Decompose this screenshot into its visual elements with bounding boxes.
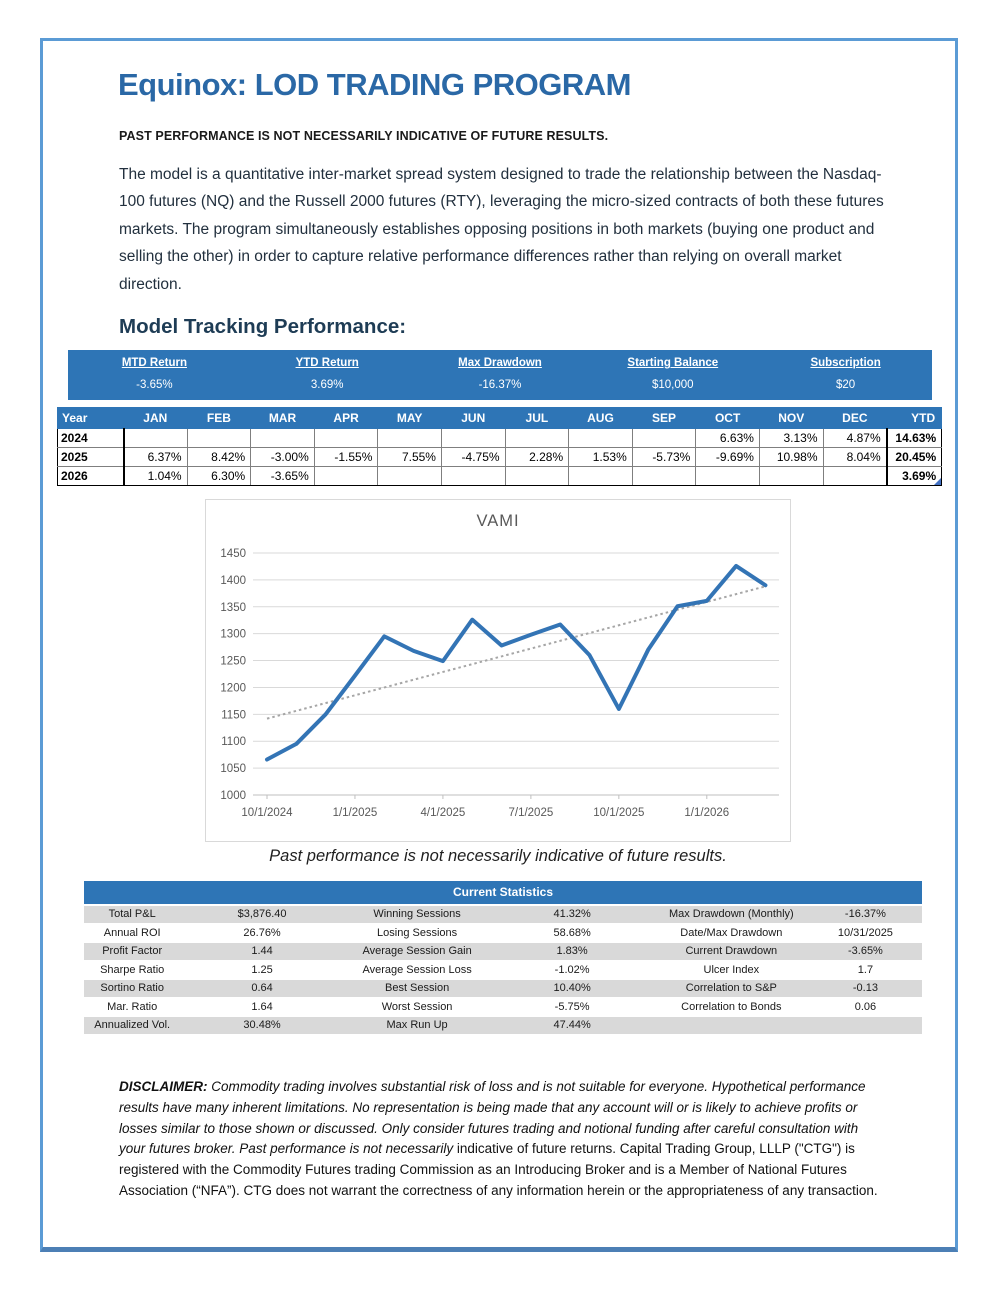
vami-chart-svg — [206, 500, 790, 841]
vami-chart — [205, 499, 791, 842]
year-cell: 2026 — [58, 467, 124, 486]
stats-row — [84, 962, 922, 981]
month-header-cell: FEB — [187, 408, 251, 429]
y-axis-label: 1450 — [220, 548, 246, 560]
year-cell: 2024 — [58, 429, 124, 448]
month-value-cell: 10.98% — [759, 448, 823, 467]
stats-label-cell: Date/Max Drawdown — [654, 925, 809, 944]
summary-value: $20 — [835, 379, 856, 391]
month-value-cell — [505, 429, 569, 448]
summary-column — [241, 357, 414, 391]
month-value-cell — [505, 467, 569, 486]
month-value-cell: -4.75% — [441, 448, 505, 467]
x-axis-label: 1/1/2025 — [332, 807, 378, 819]
stats-label-cell: Losing Sessions — [344, 925, 491, 944]
ytd-value-cell: 3.69% — [887, 467, 942, 486]
stats-row — [84, 906, 922, 925]
monthly-returns-table — [57, 407, 941, 486]
stats-label-cell: Average Session Loss — [344, 962, 491, 981]
monthly-row — [58, 448, 942, 467]
month-header-cell: AUG — [569, 408, 633, 429]
month-header-cell: NOV — [759, 408, 823, 429]
stats-value-cell: $3,876.40 — [180, 906, 343, 925]
trend-line — [267, 586, 765, 718]
x-axis-label: 7/1/2025 — [508, 807, 554, 819]
x-axis-label: 1/1/2026 — [684, 807, 730, 819]
y-axis-label: 1000 — [220, 790, 246, 802]
stats-value-cell: 1.83% — [490, 943, 653, 962]
stats-label-cell: Annual ROI — [84, 925, 180, 944]
y-axis-label: 1100 — [221, 736, 246, 749]
disclaimer — [119, 1077, 879, 1202]
chart-caption: Past performance is not necessarily indicative of future results. — [269, 847, 727, 865]
program-description: The model is a quantitative inter-market spread system designed to trade the relationship between the Nasdaq-100 futures (NQ) and the Russell 2000 futures (RTY), leveraging the micro-sized contracts of both these futures markets. The program simultaneously establishes opposing positions in both markets (buying one product and selling the other) in order to capture relative performance differences rather than relying on overall market direction. — [119, 166, 884, 293]
stats-label-cell: Best Session — [344, 980, 491, 999]
page-border — [40, 38, 958, 1252]
chart-title: VAMI — [476, 512, 520, 530]
month-value-cell — [441, 429, 505, 448]
stats-value-cell: -0.13 — [809, 980, 922, 999]
stats-value-cell: -1.02% — [490, 962, 653, 981]
month-value-cell: -3.65% — [251, 467, 315, 486]
stats-value-cell: 1.44 — [180, 943, 343, 962]
stats-value-cell: 1.64 — [180, 999, 343, 1018]
summary-label: Max Drawdown — [458, 357, 542, 369]
month-value-cell — [441, 467, 505, 486]
month-value-cell — [124, 429, 188, 448]
month-value-cell — [632, 467, 696, 486]
x-axis-label: 4/1/2025 — [420, 807, 466, 819]
summary-column — [586, 357, 759, 391]
stats-row — [84, 943, 922, 962]
month-value-cell: 1.04% — [124, 467, 188, 486]
month-value-cell: 6.63% — [696, 429, 760, 448]
summary-value: -3.65% — [136, 379, 173, 391]
y-axis-label: 1250 — [220, 655, 246, 668]
month-header-cell: MAY — [378, 408, 442, 429]
stats-value-cell: 47.44% — [490, 1017, 653, 1036]
month-value-cell: -5.73% — [632, 448, 696, 467]
stats-row — [84, 1017, 922, 1036]
vami-line — [267, 566, 765, 760]
month-value-cell — [632, 429, 696, 448]
month-header-cell: SEP — [632, 408, 696, 429]
stats-label-cell: Correlation to S&P — [654, 980, 809, 999]
month-value-cell: 4.87% — [823, 429, 887, 448]
stats-label-cell: Sharpe Ratio — [84, 962, 180, 981]
summary-column — [414, 357, 587, 391]
month-value-cell: -1.55% — [314, 448, 378, 467]
disclaimer-italic-text: Commodity trading involves substantial risk of loss and is not suitable for everyone. Hypothetical performance results have many inherent limitations. No representation is being made that any account will or is likely to achieve profits or losses similar to those shown or discussed. Only consider futures trading and notional funding after careful consultation with your futures broker. Past performance is not necessarily — [119, 1079, 866, 1157]
y-axis-label: 1350 — [220, 601, 246, 614]
month-header-cell: DEC — [823, 408, 887, 429]
y-axis-label: 1300 — [220, 628, 246, 641]
month-value-cell: -3.00% — [251, 448, 315, 467]
month-header-cell: JAN — [124, 408, 188, 429]
stats-value-cell: 0.64 — [180, 980, 343, 999]
stats-value-cell: 41.32% — [490, 906, 653, 925]
disclaimer-label: DISCLAIMER: — [119, 1079, 208, 1094]
month-value-cell: 1.53% — [569, 448, 633, 467]
stats-value-cell: 1.7 — [809, 962, 922, 981]
stats-value-cell: -3.65% — [809, 943, 922, 962]
monthly-row — [58, 467, 942, 486]
stats-label-cell: Current Drawdown — [654, 943, 809, 962]
stats-label-cell: Winning Sessions — [344, 906, 491, 925]
month-value-cell — [314, 467, 378, 486]
stats-label-cell: Profit Factor — [84, 943, 180, 962]
summary-label: Starting Balance — [627, 357, 719, 369]
month-value-cell: 8.42% — [187, 448, 251, 467]
month-value-cell: 2.28% — [505, 448, 569, 467]
y-axis-label: 1200 — [220, 682, 246, 695]
month-value-cell: 3.13% — [759, 429, 823, 448]
stats-label-cell: Worst Session — [344, 999, 491, 1018]
ytd-value-cell: 14.63% — [887, 429, 942, 448]
month-header-cell: JUN — [441, 408, 505, 429]
summary-column — [68, 357, 241, 391]
month-value-cell — [378, 429, 442, 448]
performance-warning: PAST PERFORMANCE IS NOT NECESSARILY INDICATIVE OF FUTURE RESULTS. — [119, 129, 609, 143]
month-value-cell — [823, 467, 887, 486]
month-header-cell: MAR — [251, 408, 315, 429]
stats-value-cell: 10.40% — [490, 980, 653, 999]
stats-title: Current Statistics — [84, 881, 922, 904]
stats-value-cell: 1.25 — [180, 962, 343, 981]
month-value-cell: -9.69% — [696, 448, 760, 467]
year-cell: 2025 — [58, 448, 124, 467]
month-header-cell: APR — [314, 408, 378, 429]
x-axis-label: 10/1/2024 — [241, 807, 293, 819]
stats-row — [84, 999, 922, 1018]
stats-label-cell: Max Run Up — [344, 1017, 491, 1036]
summary-label: YTD Return — [295, 357, 359, 369]
month-value-cell — [314, 429, 378, 448]
y-axis-label: 1400 — [220, 574, 246, 587]
month-value-cell — [569, 429, 633, 448]
stats-value-cell: 10/31/2025 — [809, 925, 922, 944]
stats-label-cell: Mar. Ratio — [84, 999, 180, 1018]
summary-label: MTD Return — [121, 357, 187, 369]
x-axis-label: 10/1/2025 — [593, 807, 645, 819]
stats-value-cell: 58.68% — [490, 925, 653, 944]
summary-value: -16.37% — [478, 379, 522, 391]
summary-value: $10,000 — [652, 379, 694, 391]
stats-label-cell: Annualized Vol. — [84, 1017, 180, 1036]
month-value-cell — [187, 429, 251, 448]
stats-label-cell: Max Drawdown (Monthly) — [654, 906, 809, 925]
month-value-cell: 8.04% — [823, 448, 887, 467]
month-header-cell: OCT — [696, 408, 760, 429]
stats-value-cell: 30.48% — [180, 1017, 343, 1036]
stats-label-cell: Ulcer Index — [654, 962, 809, 981]
stats-label-cell: Average Session Gain — [344, 943, 491, 962]
month-value-cell — [378, 467, 442, 486]
section-heading: Model Tracking Performance: — [119, 315, 407, 338]
stats-value-cell: -16.37% — [809, 906, 922, 925]
stats-value-cell: -5.75% — [490, 999, 653, 1018]
y-axis-label: 1150 — [221, 709, 246, 722]
month-value-cell: 6.37% — [124, 448, 188, 467]
stats-value-cell: 26.76% — [180, 925, 343, 944]
y-axis-label: 1050 — [220, 763, 246, 776]
month-value-cell — [759, 467, 823, 486]
stats-label-cell: Correlation to Bonds — [654, 999, 809, 1018]
stats-value-cell — [809, 1017, 922, 1036]
stats-row — [84, 980, 922, 999]
page-title: Equinox: LOD TRADING PROGRAM — [118, 67, 631, 102]
stats-table — [84, 881, 922, 1036]
stats-value-cell: 0.06 — [809, 999, 922, 1018]
month-value-cell: 6.30% — [187, 467, 251, 486]
ytd-value-cell: 20.45% — [887, 448, 942, 467]
month-value-cell — [251, 429, 315, 448]
summary-label: Subscription — [810, 357, 881, 369]
month-header-cell: JUL — [505, 408, 569, 429]
stats-label-cell: Sortino Ratio — [84, 980, 180, 999]
stats-row — [84, 925, 922, 944]
summary-table — [68, 350, 932, 400]
month-value-cell — [696, 467, 760, 486]
stats-label-cell: Total P&L — [84, 906, 180, 925]
month-header-cell: Year — [58, 408, 124, 429]
month-header-row — [58, 408, 942, 429]
month-value-cell: 7.55% — [378, 448, 442, 467]
month-value-cell — [569, 467, 633, 486]
monthly-row — [58, 429, 942, 448]
summary-column — [759, 357, 932, 391]
disclaimer-regular-text: indicative of future returns. Capital Trading Group, LLLP ("CTG") is registered with the Commodity Futures trading Commission as an Introducing Broker and is a Member of National Futures Association (“NFA”). CTG does not warrant the correctness of any information herein or the appropriateness of any transaction. — [119, 1141, 878, 1198]
stats-label-cell — [654, 1017, 809, 1036]
summary-value: 3.69% — [310, 379, 344, 391]
month-header-cell: YTD — [887, 408, 942, 429]
